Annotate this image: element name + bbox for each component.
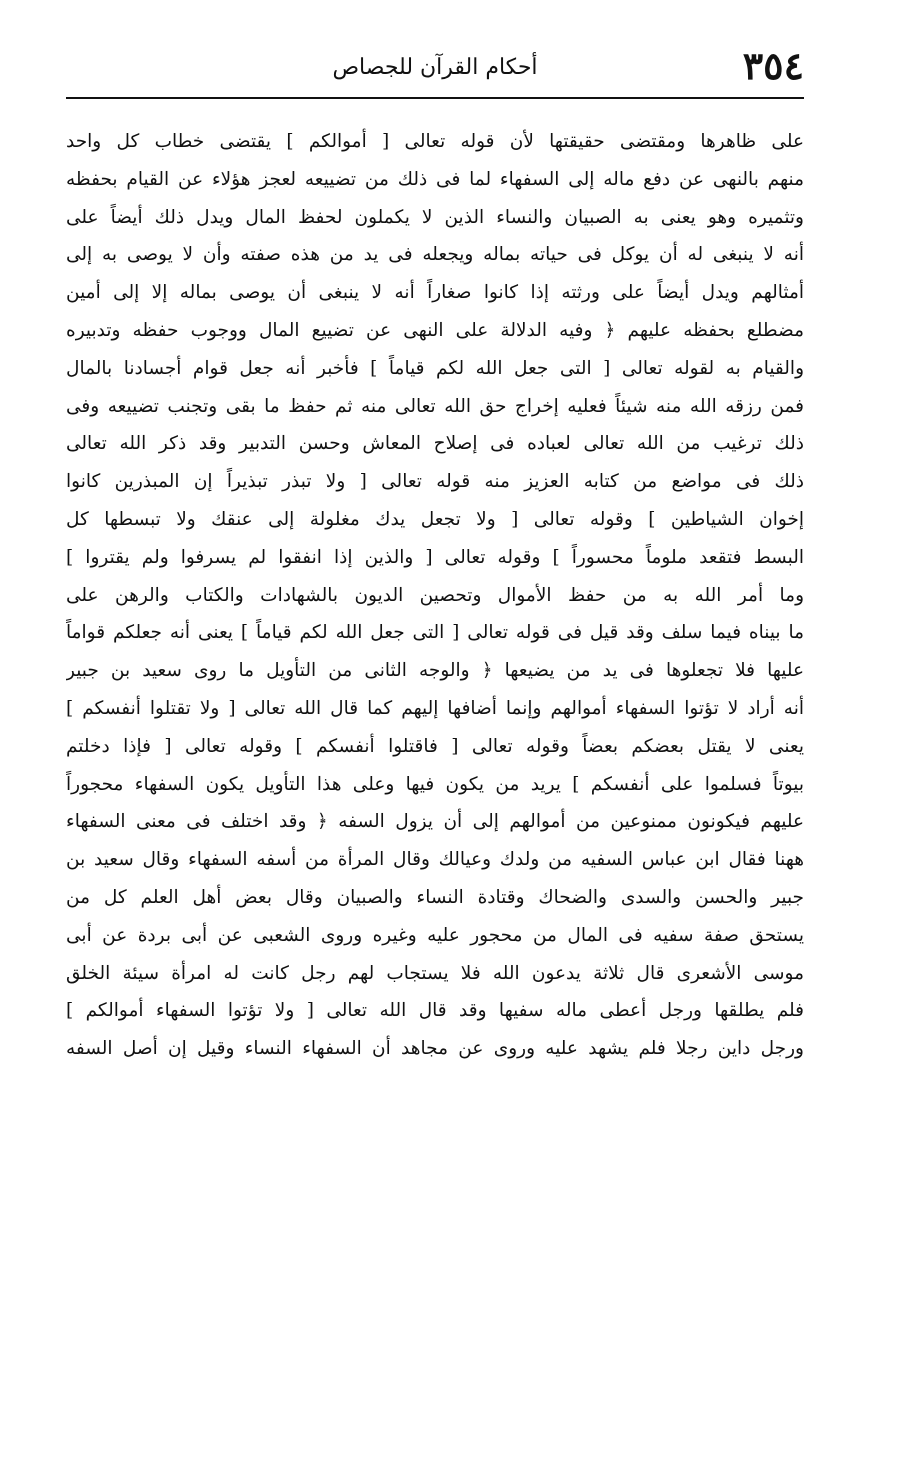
body-text <box>66 123 804 1068</box>
text-line: أنه لا ينبغى له أن يوكل فى حياته بماله ويجعله فى يد من هذه صفته وأن لا يوصى به إلى <box>66 244 804 266</box>
text-line: عليها فلا تجعلوها فى يد من يضيعها ﴿ والوجه الثانى من التأويل ما روى سعيد بن جبير <box>66 660 804 682</box>
page-header <box>66 40 804 92</box>
text-line: فلم يطلقها ورجل أعطى ماله سفيها وقد قال الله تعالى [ ولا تؤتوا السفهاء أموالكم ] <box>66 1000 804 1022</box>
text-line: يعنى لا يقتل بعضكم بعضاً وقوله تعالى [ فاقتلوا أنفسكم ] وقوله تعالى [ فإذا دخلتم <box>66 735 804 757</box>
text-line: أنه أراد لا تؤتوا السفهاء أموالهم وإنما أضافها إليهم كما قال الله تعالى [ ولا تقتلوا أنفسكم ] <box>66 697 804 719</box>
text-line: على ظاهرها ومقتضى حقيقتها لأن قوله تعالى [ أموالكم ] يقتضى خطاب كل واحد <box>66 131 804 152</box>
text-line: أمثالهم ويدل أيضاً على ورثته إذا كانوا صغاراً أنه لا ينبغى أن يوصى بماله إلا إلى أمين <box>66 282 804 304</box>
text-line: ذلك ترغيب من الله تعالى لعباده فى إصلاح المعاش وحسن التدبير وقد ذكر الله تعالى <box>66 433 804 455</box>
text-line: عليهم فيكونون ممنوعين من أموالهم إلى أن يزول السفه ﴿ وقد اختلف فى معنى السفهاء <box>66 811 804 833</box>
text-line: مضطلع بحفظه عليهم ﴿ وفيه الدلالة على النهى عن تضييع المال ووجوب حفظه وتدبيره <box>66 319 804 341</box>
header-rule <box>66 97 804 99</box>
text-line: ما بيناه فيما سلف وقد قيل فى قوله تعالى [ التى جعل الله لكم قياماً ] يعنى أنه جعلكم قواماً <box>66 622 804 644</box>
text-line: ذلك فى مواضع من كتابه العزيز منه قوله تعالى [ ولا تبذر تبذيراً إن المبذرين كانوا <box>66 471 804 493</box>
running-title: أحكام القرآن للجصاص <box>332 55 538 80</box>
page-number: ٣٥٤ <box>742 43 804 88</box>
text-line: جبير والحسن والسدى والضحاك وقتادة النساء والصبيان وقال بعض أهل العلم كل من <box>66 886 804 908</box>
text-line: إخوان الشياطين ] وقوله تعالى [ ولا تجعل يدك مغلولة إلى عنقك ولا تبسطها كل <box>66 508 804 530</box>
text-line: بيوتاً فسلموا على أنفسكم ] يريد من يكون فيها وعلى هذا التأويل يكون السفهاء محجوراً <box>66 773 804 795</box>
text-line: وما أمر الله به من حفظ الأموال وتحصين الديون بالشهادات والكتاب والرهن على <box>66 584 804 606</box>
text-line: ههنا فقال ابن عباس السفيه من ولدك وعيالك وقال المرأة من أسفه السفهاء وقال سعيد بن <box>66 849 804 871</box>
text-line: ورجل داين رجلا فلم يشهد عليه وروى عن مجاهد أن السفهاء النساء وقيل إن أصل السفه <box>66 1038 804 1060</box>
text-line: فمن رزقه الله منه شيئاً فعليه إخراج حق الله تعالى منه ثم حفظ ما بقى وتجنب تضييعه وفى <box>66 395 804 417</box>
text-line: البسط فتقعد ملوماً محسوراً ] وقوله تعالى [ والذين إذا انفقوا لم يسرفوا ولم يقتروا ] <box>66 546 804 568</box>
text-line: يستحق صفة سفيه فى المال من محجور عليه وغيره وروى الشعبى عن أبى بردة عن أبى <box>66 924 804 946</box>
text-line: وتثميره وهو يعنى به الصبيان والنساء الذين لا يكملون لحفظ المال ويدل ذلك أيضاً على <box>66 206 804 228</box>
text-line: موسى الأشعرى قال ثلاثة يدعون الله فلا يستجاب لهم رجل كانت له امرأة سيئة الخلق <box>66 962 804 984</box>
text-line: منهم بالنهى عن دفع ماله إلى السفهاء لما فى ذلك من تضييعه لعجز هؤلاء عن القيام بحفظه <box>66 168 804 190</box>
text-line: والقيام به لقوله تعالى [ التى جعل الله لكم قياماً ] فأخبر أنه جعل قوام أجسادنا بالمال <box>66 357 804 379</box>
